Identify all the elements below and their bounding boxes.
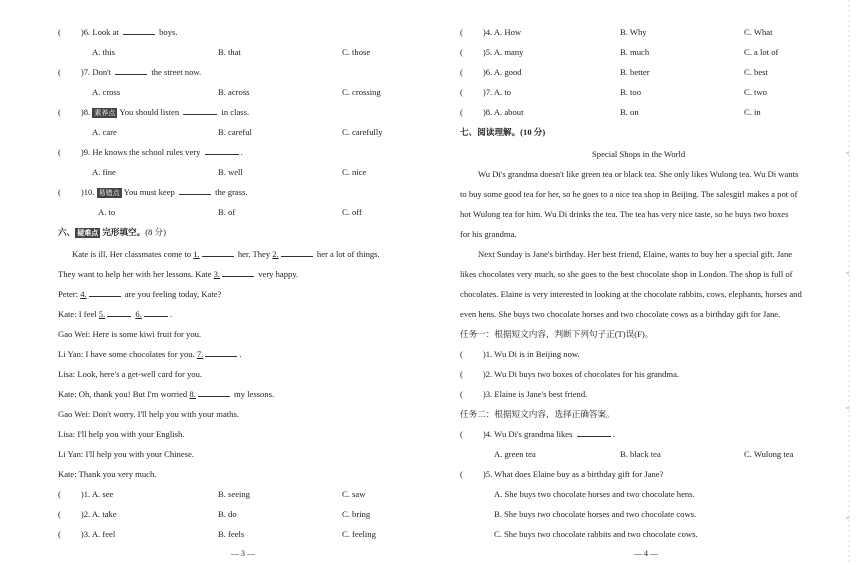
option-a: A. cross <box>92 87 121 97</box>
option-b: B. do <box>218 509 237 519</box>
option-a: A. fine <box>92 167 116 177</box>
option-b: B. Why <box>620 27 647 37</box>
answer-blank[interactable] <box>123 26 155 35</box>
answer-choice-2: ( )2. A. take <box>58 509 117 519</box>
svg-text:≈: ≈ <box>846 516 850 522</box>
option-b: B. seeing <box>218 489 250 499</box>
tf-question-2: ( )2. Wu Di buys two boxes of chocolates for his grandma. <box>460 369 680 379</box>
option-b: B. feels <box>218 529 245 539</box>
option-b: B. black tea <box>620 449 661 459</box>
answer-choice-6: ( )6. A. good <box>460 67 522 77</box>
question-10: ( )10. 易错点 You must keep the grass. <box>58 187 248 197</box>
answer-choice-5: ( )5. A. many <box>460 47 524 57</box>
question-6: ( )6. Look at boys. <box>58 27 178 37</box>
option-c: C. Wulong tea <box>744 449 794 459</box>
passage-line: Next Sunday is Jane's birthday. Her best friend, Elaine, wants to buy her a special gift. Jane <box>478 249 793 259</box>
question-8: ( )8. 素养点 You should listen in class. <box>58 107 250 117</box>
page-number-4: — 4 — <box>634 549 658 558</box>
option-b: B. much <box>620 47 650 57</box>
passage-line: likes chocolates very much, so she goes to the best chocolate shop in London. The shop is full of <box>460 269 793 279</box>
option-b: B. better <box>620 67 650 77</box>
cloze-blank[interactable] <box>107 308 131 317</box>
answer-choice-4: ( )4. A. How <box>460 27 522 37</box>
cloze-blank[interactable] <box>281 248 313 257</box>
svg-text:≈: ≈ <box>846 271 850 277</box>
option-c: C. nice <box>342 167 367 177</box>
passage-line: hot Wulong tea for him. Wu Di drinks the tea. The tea has very nice taste, so he buys two boxes <box>460 209 789 219</box>
cloze-blank[interactable] <box>205 348 237 357</box>
passage-line: for his grandma. <box>460 229 517 239</box>
answer-blank[interactable] <box>577 428 611 437</box>
option-c: C. crossing <box>342 87 381 97</box>
option-c: C. two <box>744 87 767 97</box>
passage-line: even hens. She buys two chocolate horses and two chocolate cows as a birthday gift for Jane. <box>460 309 781 319</box>
cloze-blank[interactable] <box>202 248 234 257</box>
option-b: B. too <box>620 87 642 97</box>
answer-blank[interactable] <box>205 146 239 155</box>
question-9: ( )9. He knows the school rules very . <box>58 147 243 157</box>
task-1-heading: 任务一：根据短文内容，判断下列句子正(T)误(F)。 <box>460 329 654 339</box>
mc-question-5: ( )5. What does Elaine buy as a birthday gift for Jane? <box>460 469 664 479</box>
option-a: A. care <box>92 127 117 137</box>
answer-blank[interactable] <box>115 66 147 75</box>
cloze-line-11: Li Yan: I'll help you with your Chinese. <box>58 449 194 459</box>
cloze-line-7: Lisa: Look, here's a get-well card for you. <box>58 369 203 379</box>
cloze-blank[interactable] <box>144 308 168 317</box>
cloze-blank[interactable] <box>89 288 121 297</box>
page-number-3: — 3 — <box>231 549 255 558</box>
mc-question-4: ( )4. Wu Di's grandma likes . <box>460 429 615 439</box>
task-2-heading: 任务二：根据短文内容，选择正确答案。 <box>460 409 615 419</box>
cloze-line-4: Kate: I feel 5. 6. . <box>58 309 173 319</box>
option-c: C. What <box>744 27 773 37</box>
badge-literacy: 素养点 <box>94 109 116 117</box>
answer-choice-3: ( )3. A. feel <box>58 529 116 539</box>
answer-blank[interactable] <box>183 106 217 115</box>
cloze-line-8: Kate: Oh, thank you! But I'm worried 8. my lessons. <box>58 389 275 399</box>
option-b: B. on <box>620 107 639 117</box>
option-b: B. careful <box>218 127 252 137</box>
svg-text:≈: ≈ <box>846 151 850 157</box>
option-c: C. She buys two chocolate rabbits and two chocolate cows. <box>494 529 698 539</box>
section-7-heading: 七、阅读理解。(10 分) <box>460 127 546 137</box>
badge-error-prone: 易错点 <box>98 189 120 197</box>
answer-choice-1: ( )1. A. see <box>58 489 114 499</box>
option-a: A. She buys two chocolate horses and two chocolate hens. <box>494 489 695 499</box>
passage-line: Wu Di's grandma doesn't like green tea or black tea. She only likes Wulong tea. Wu Di wants <box>478 169 799 179</box>
cloze-line-1: Kate is ill. Her classmates come to 1. her. They 2. her a lot of things. <box>72 249 380 259</box>
cloze-line-3: Peter: 4. are you feeling today, Kate? <box>58 289 222 299</box>
cloze-blank[interactable] <box>222 268 254 277</box>
option-c: C. off <box>342 207 362 217</box>
badge-difficult: 疑难点 <box>77 229 99 237</box>
option-b: B. that <box>218 47 241 57</box>
option-c: C. best <box>744 67 768 77</box>
option-c: C. carefully <box>342 127 383 137</box>
option-a: A. to <box>98 207 116 217</box>
cloze-blank[interactable] <box>198 388 230 397</box>
tf-question-1: ( )1. Wu Di is in Beijing now. <box>460 349 580 359</box>
option-c: C. bring <box>342 509 371 519</box>
option-c: C. in <box>744 107 761 117</box>
cloze-line-5: Gao Wei: Here is some kiwi fruit for you. <box>58 329 202 339</box>
option-c: C. feeling <box>342 529 376 539</box>
option-b: B. of <box>218 207 236 217</box>
option-c: C. those <box>342 47 371 57</box>
option-b: B. She buys two chocolate horses and two chocolate cows. <box>494 509 697 519</box>
cloze-line-2: They want to help her with her lessons. Kate 3. very happy. <box>58 269 299 279</box>
answer-blank[interactable] <box>179 186 211 195</box>
section-6-heading: 六、 疑难点 完形填空。(8 分) <box>58 227 166 237</box>
cloze-line-6: Li Yan: I have some chocolates for you. 7. . <box>58 349 242 359</box>
cloze-line-12: Kate: Thank you very much. <box>58 469 157 479</box>
option-a: A. green tea <box>494 449 536 459</box>
cloze-line-10: Lisa: I'll help you with your English. <box>58 429 185 439</box>
binding-margin-icon <box>844 0 854 565</box>
option-c: C. saw <box>342 489 366 499</box>
question-7: ( )7. Don't the street now. <box>58 67 202 77</box>
cloze-line-9: Gao Wei: Don't worry. I'll help you with your maths. <box>58 409 239 419</box>
option-b: B. across <box>218 87 250 97</box>
option-b: B. well <box>218 167 243 177</box>
tf-question-3: ( )3. Elaine is Jane's best friend. <box>460 389 588 399</box>
passage-line: to buy some good tea for her, so he goes to a nice tea shop in Beijing. The salesgirl makes a pot of <box>460 189 798 199</box>
passage-title: Special Shops in the World <box>592 149 686 159</box>
answer-choice-7: ( )7. A. to <box>460 87 512 97</box>
svg-text:≈: ≈ <box>846 406 850 412</box>
answer-choice-8: ( )8. A. about <box>460 107 524 117</box>
option-a: A. this <box>92 47 115 57</box>
passage-line: chocolates. Elaine is very interested in looking at the chocolate rabbits, cows, elephants, horses and <box>460 289 802 299</box>
option-c: C. a lot of <box>744 47 779 57</box>
